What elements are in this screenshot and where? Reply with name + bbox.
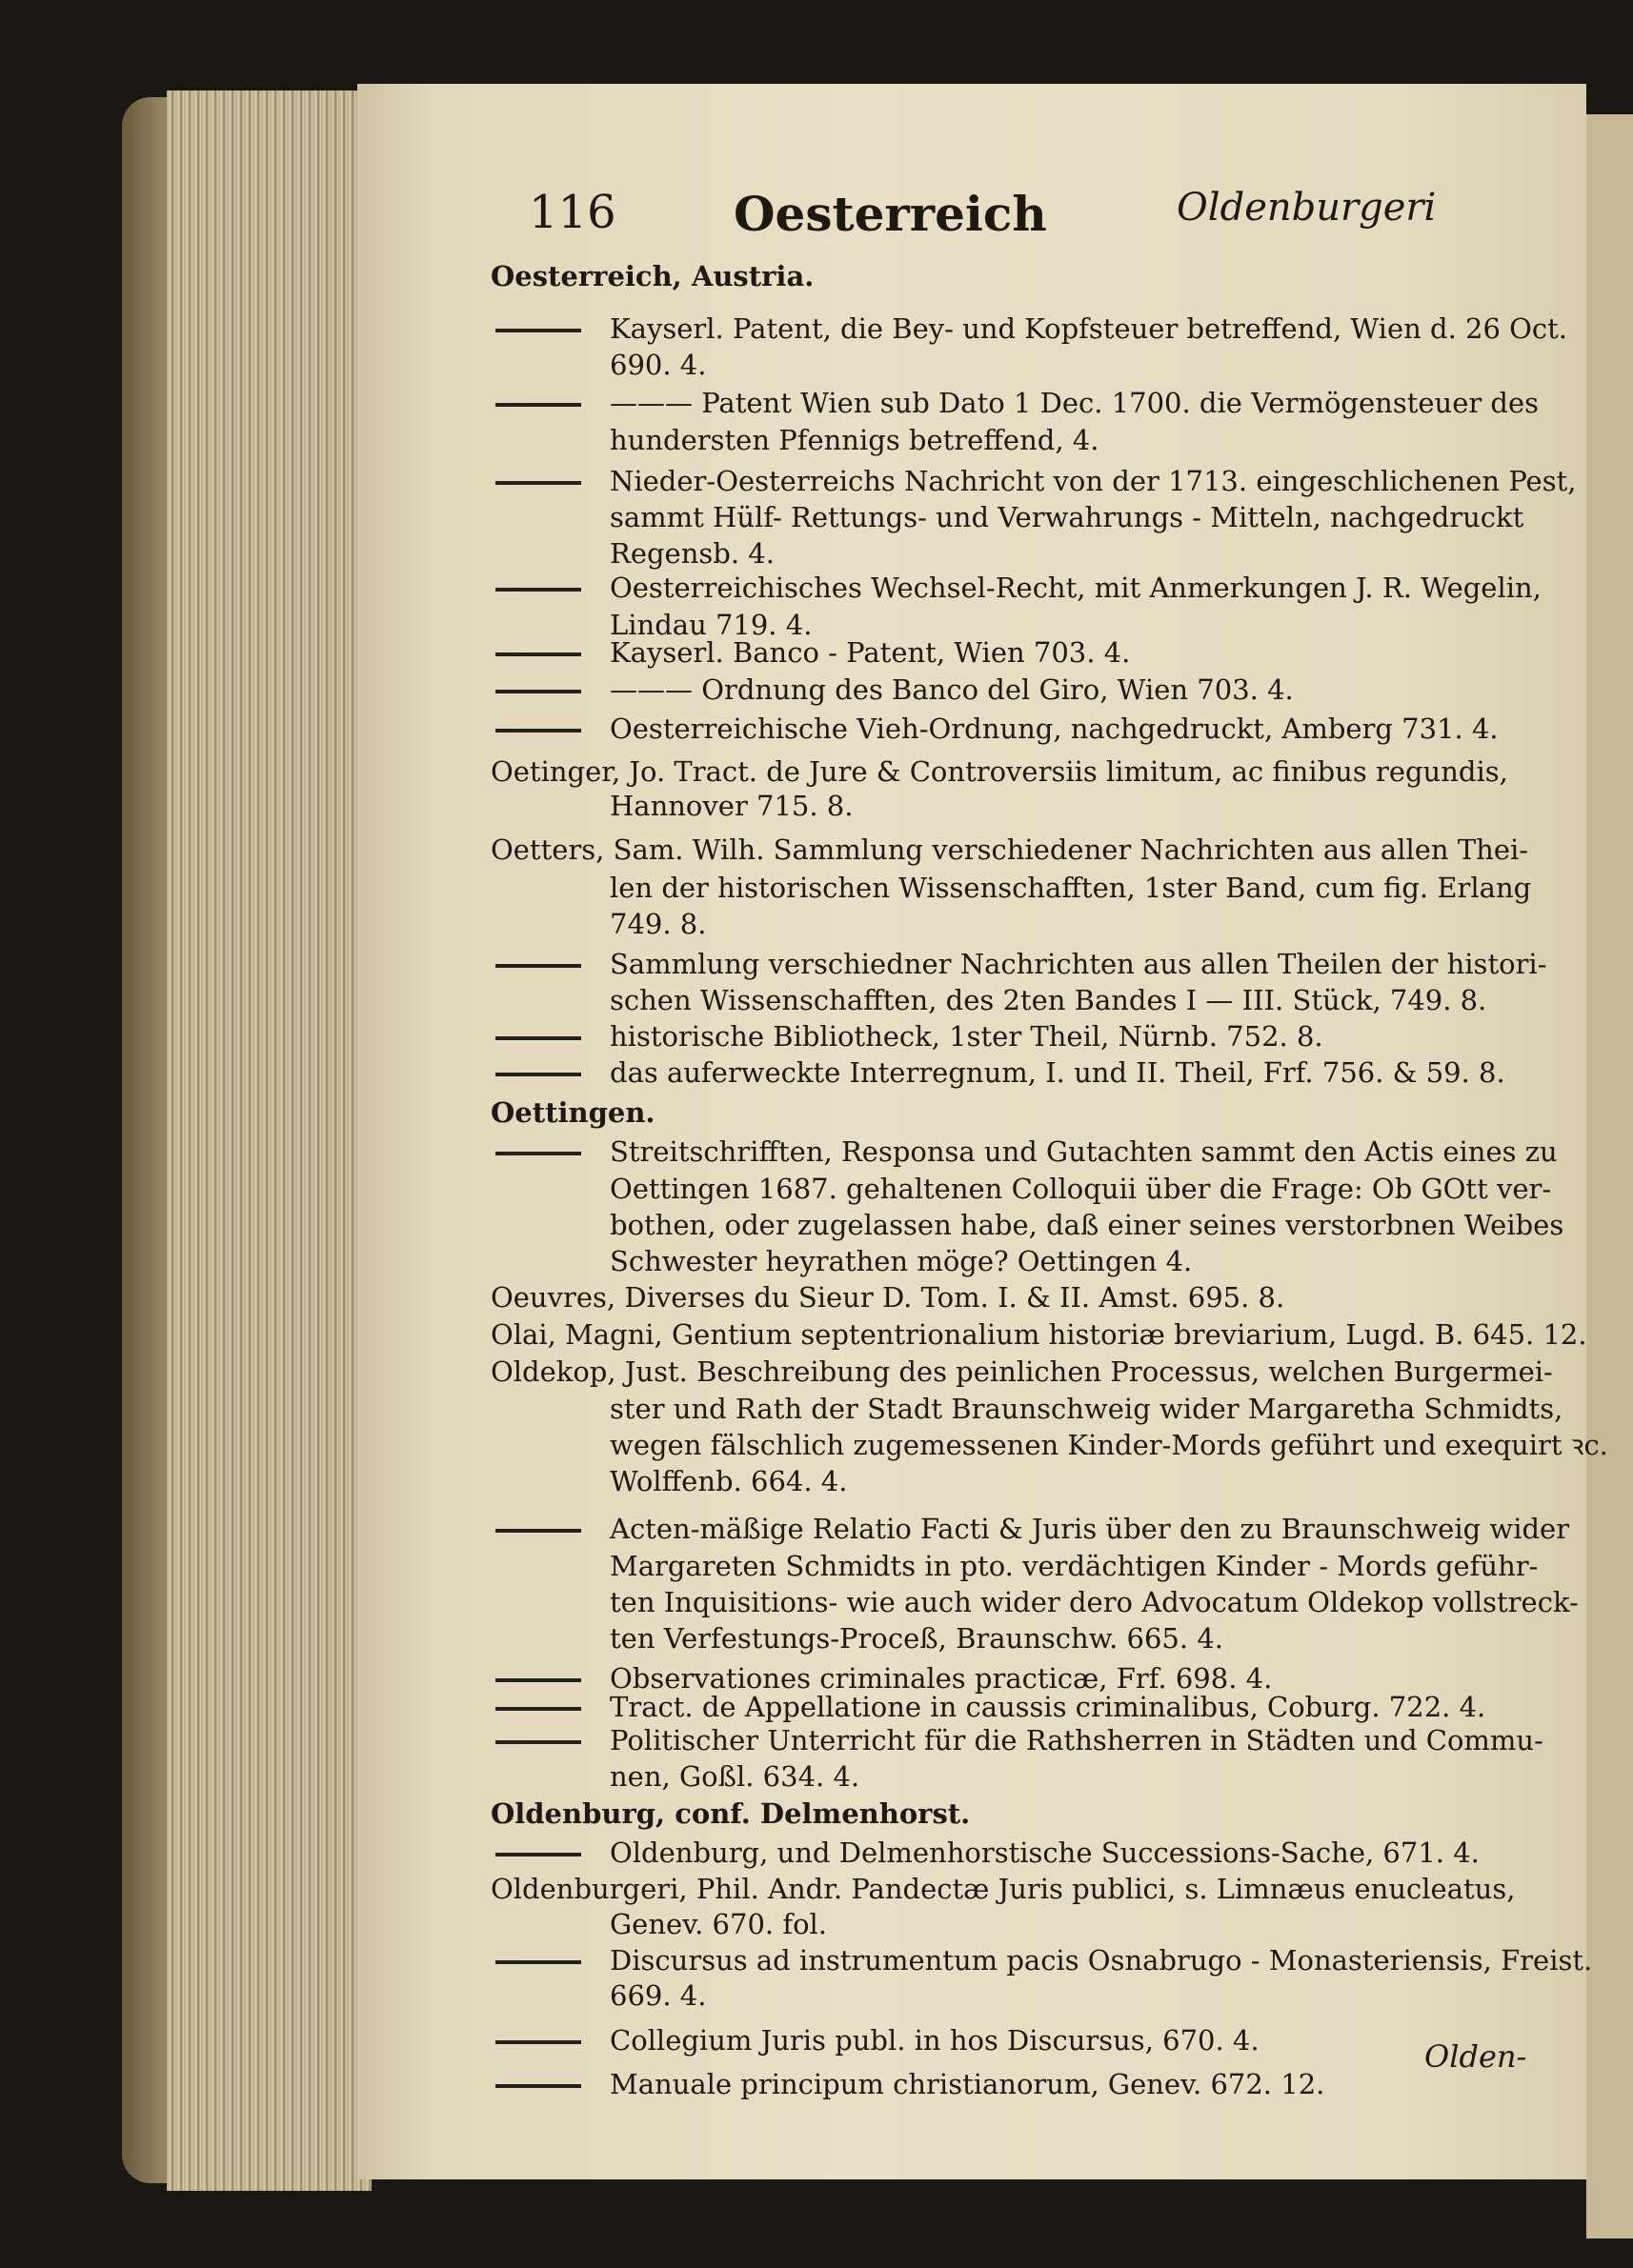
entry-line bbox=[0, 1462, 1633, 1500]
entry-text: Nieder-Oesterreichs Nachricht von der 1713. eingeschlichenen Pest, bbox=[610, 465, 1577, 497]
entry-line bbox=[0, 671, 1633, 709]
entry-line bbox=[0, 1757, 1633, 1796]
entry-line bbox=[0, 1619, 1633, 1657]
entry-line bbox=[0, 1834, 1633, 1872]
ditto-dash bbox=[495, 1960, 581, 1964]
entry-line bbox=[0, 1170, 1633, 1208]
ditto-dash bbox=[495, 690, 581, 693]
entry-line bbox=[0, 753, 1633, 791]
entry-text: Sammlung verschiedner Nachrichten aus allen Theilen der histori- bbox=[610, 948, 1547, 980]
entry-line bbox=[0, 1870, 1633, 1908]
entry-line bbox=[0, 1688, 1633, 1726]
entry-text: wegen fälschlich zugemessenen Kinder-Mords geführt und exequirt ꝛc. bbox=[610, 1429, 1608, 1461]
entry-line bbox=[0, 1242, 1633, 1280]
entry-text: Discursus ad instrumentum pacis Osnabrugo - Monasteriensis, Freist. bbox=[610, 1944, 1593, 1977]
entry-text: 690. 4. bbox=[610, 349, 707, 381]
entry-line bbox=[0, 1315, 1633, 1354]
entry-text: Oettingen. bbox=[491, 1096, 655, 1129]
entry-line bbox=[0, 1795, 1633, 1833]
entry-text: 749. 8. bbox=[610, 908, 707, 940]
entry-text: Hannover 715. 8. bbox=[610, 790, 854, 822]
entry-text: Oetinger, Jo. Tract. de Jure & Controversiis limitum, ac finibus regundis, bbox=[491, 755, 1508, 788]
ditto-dash bbox=[495, 403, 581, 407]
entry-text: ten Inquisitions- wie auch wider dero Advocatum Oldekop vollstreck- bbox=[610, 1586, 1579, 1618]
ditto-dash bbox=[495, 588, 581, 592]
entry-line bbox=[0, 1133, 1633, 1171]
entry-line bbox=[0, 462, 1633, 500]
entry-text: Lindau 719. 4. bbox=[610, 609, 813, 641]
footer-catchword: Olden- bbox=[1424, 2038, 1527, 2075]
entry-text: ster und Rath der Stadt Braunschweig wider Margaretha Schmidts, bbox=[610, 1393, 1563, 1425]
running-title: Oesterreich bbox=[734, 186, 1047, 242]
entry-line bbox=[0, 831, 1633, 869]
entry-line bbox=[0, 633, 1633, 672]
entry-line bbox=[0, 710, 1633, 748]
entry-line bbox=[0, 498, 1633, 536]
entry-line bbox=[0, 1977, 1633, 2015]
entry-line bbox=[0, 1905, 1633, 1943]
entry-text: Oetters, Sam. Wilh. Sammlung verschiedener Nachrichten aus allen Thei- bbox=[491, 833, 1529, 866]
ditto-dash bbox=[495, 1036, 581, 1040]
entry-line bbox=[0, 945, 1633, 983]
ditto-dash bbox=[495, 2040, 581, 2044]
ditto-dash bbox=[495, 652, 581, 656]
entry-text: Margareten Schmidts in pto. verdächtigen Kinder - Mords geführ- bbox=[610, 1550, 1539, 1582]
entry-text: Tract. de Appellatione in caussis criminalibus, Coburg. 722. 4. bbox=[610, 1691, 1486, 1723]
entry-line bbox=[0, 384, 1633, 422]
entry-text: Oesterreich, Austria. bbox=[491, 260, 815, 292]
ditto-dash bbox=[495, 1707, 581, 1711]
entry-line bbox=[0, 1390, 1633, 1428]
entry-line bbox=[0, 421, 1633, 459]
entry-line bbox=[0, 1510, 1633, 1548]
entry-text: ——— Ordnung des Banco del Giro, Wien 703. 4. bbox=[610, 673, 1294, 706]
ditto-dash bbox=[495, 729, 581, 733]
entry-line bbox=[0, 569, 1633, 607]
entry-text: historische Bibliotheck, 1ster Theil, Nürnb. 752. 8. bbox=[610, 1020, 1323, 1053]
entry-text: len der historischen Wissenschafften, 1ster Band, cum fig. Erlang bbox=[610, 872, 1532, 904]
ditto-dash bbox=[495, 2084, 581, 2088]
entry-text: ——— Patent Wien sub Dato 1 Dec. 1700. die Vermögensteuer des bbox=[610, 387, 1540, 419]
entry-line bbox=[0, 1353, 1633, 1391]
entry-text: Streitschrifften, Responsa und Gutachten sammt den Actis eines zu bbox=[610, 1135, 1558, 1168]
entry-line bbox=[0, 1547, 1633, 1585]
entry-text: Acten-mäßige Relatio Facti & Juris über den zu Braunschweig wider bbox=[610, 1513, 1570, 1545]
entry-text: sammt Hülf- Rettungs- und Verwahrungs - Mitteln, nachgedruckt bbox=[610, 501, 1524, 533]
entry-text: Oldenburgeri, Phil. Andr. Pandectæ Juris publici, s. Limnæus enucleatus, bbox=[491, 1873, 1516, 1905]
entry-text: Observationes criminales practicæ, Frf. 698. 4. bbox=[610, 1662, 1273, 1695]
ditto-dash bbox=[495, 1152, 581, 1155]
entry-line bbox=[0, 1094, 1633, 1132]
ditto-dash bbox=[495, 329, 581, 332]
entry-text: Olai, Magni, Gentium septentrionalium historiæ breviarium, Lugd. B. 645. 12. bbox=[491, 1318, 1587, 1351]
entry-line bbox=[0, 1721, 1633, 1759]
entry-text: Oldekop, Just. Beschreibung des peinlichen Processus, welchen Burgermei- bbox=[491, 1355, 1553, 1388]
entry-text: Oesterreichische Vieh-Ordnung, nachgedruckt, Amberg 731. 4. bbox=[610, 713, 1499, 745]
entry-text: Regensb. 4. bbox=[610, 537, 775, 570]
entry-text: bothen, oder zugelassen habe, daß einer seines verstorbnen Weibes bbox=[610, 1209, 1564, 1241]
entry-line bbox=[0, 257, 1633, 295]
entry-text: Genev. 670. fol. bbox=[610, 1908, 828, 1940]
entry-line bbox=[0, 787, 1633, 825]
entry-text: hundersten Pfennigs betreffend, 4. bbox=[610, 424, 1099, 456]
entry-text: das auferweckte Interregnum, I. und II. Theil, Frf. 756. & 59. 8. bbox=[610, 1056, 1505, 1089]
entry-line bbox=[0, 1426, 1633, 1464]
ditto-dash bbox=[495, 1853, 581, 1857]
entry-text: Oettingen 1687. gehaltenen Colloquii über die Frage: Ob GOtt ver- bbox=[610, 1173, 1552, 1205]
ditto-dash bbox=[495, 481, 581, 485]
entry-line bbox=[0, 310, 1633, 348]
ditto-dash bbox=[495, 1529, 581, 1533]
entry-line bbox=[0, 905, 1633, 943]
entry-line bbox=[0, 1583, 1633, 1621]
ditto-dash bbox=[495, 1678, 581, 1682]
ditto-dash bbox=[495, 1073, 581, 1076]
entry-line bbox=[0, 1054, 1633, 1092]
entry-text: Oeuvres, Diverses du Sieur D. Tom. I. & II. Amst. 695. 8. bbox=[491, 1281, 1285, 1314]
entry-line bbox=[0, 534, 1633, 572]
entry-text: Kayserl. Patent, die Bey- und Kopfsteuer betreffend, Wien d. 26 Oct. bbox=[610, 312, 1568, 345]
running-catchword: Oldenburgeri bbox=[1177, 186, 1437, 230]
entry-line bbox=[0, 1017, 1633, 1055]
ditto-dash bbox=[495, 964, 581, 968]
entry-text: Kayserl. Banco - Patent, Wien 703. 4. bbox=[610, 636, 1131, 669]
entry-line bbox=[0, 2021, 1633, 2059]
page-number: 116 bbox=[529, 186, 616, 239]
entry-line bbox=[0, 1206, 1633, 1244]
entry-text: Oldenburg, conf. Delmenhorst. bbox=[491, 1797, 971, 1830]
entry-line bbox=[0, 2065, 1633, 2103]
entry-text: schen Wissenschafften, des 2ten Bandes I — III. Stück, 749. 8. bbox=[610, 984, 1487, 1016]
entry-line bbox=[0, 981, 1633, 1019]
entry-text: Schwester heyrathen möge? Oettingen 4. bbox=[610, 1245, 1193, 1277]
entry-text: Collegium Juris publ. in hos Discursus, 670. 4. bbox=[610, 2024, 1260, 2057]
entry-text: nen, Goßl. 634. 4. bbox=[610, 1760, 860, 1793]
entry-line bbox=[0, 1941, 1633, 1979]
entry-text: Manuale principum christianorum, Genev. 672. 12. bbox=[610, 2068, 1325, 2100]
entry-text: Politischer Unterricht für die Rathsherren in Städten und Commu- bbox=[610, 1724, 1543, 1756]
entry-text: ten Verfestungs-Proceß, Braunschw. 665. 4. bbox=[610, 1622, 1223, 1655]
entry-line bbox=[0, 869, 1633, 907]
entry-line bbox=[0, 1278, 1633, 1316]
entry-text: 669. 4. bbox=[610, 1979, 707, 2012]
entry-text: Oldenburg, und Delmenhorstische Successions-Sache, 671. 4. bbox=[610, 1836, 1480, 1869]
entry-text: Wolffenb. 664. 4. bbox=[610, 1465, 848, 1497]
entry-line bbox=[0, 346, 1633, 384]
ditto-dash bbox=[495, 1740, 581, 1744]
entry-text: Oesterreichisches Wechsel-Recht, mit Anmerkungen J. R. Wegelin, bbox=[610, 572, 1542, 604]
